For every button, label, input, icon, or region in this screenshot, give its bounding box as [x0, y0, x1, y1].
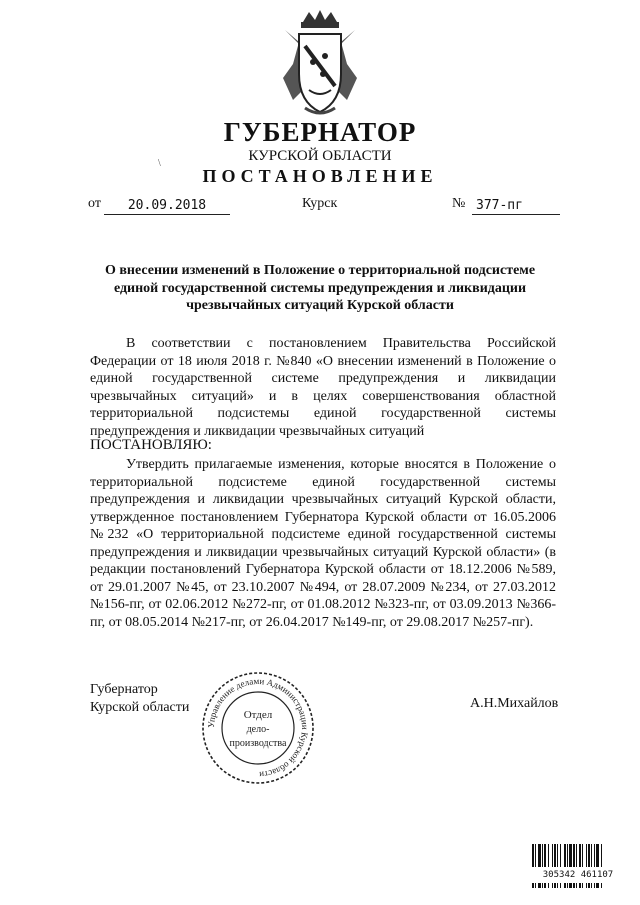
barcode-number: 305342 461107 [530, 867, 626, 883]
signatory-name: А.Н.Михайлов [470, 696, 559, 711]
body-paragraph-1: В соответствии с постановлением Правительства Российской Федерации от 18 июля 2018 г. №840 «О внесении изменений в Положение о единой государственной системе предупреждения и ликвидации чрезвычайных ситуаций» и в целях совершенствования областной территориальной подсистемы единой государственной системы предупреждения и ликвидации чрезвычайных ситуаций [90, 336, 556, 439]
date-value: 20.09.2018 [104, 198, 230, 215]
scan-mark: \ [158, 158, 161, 169]
date-label: от [88, 196, 101, 211]
official-stamp [200, 670, 316, 786]
org-subtitle: КУРСКОЙ ОБЛАСТИ [248, 148, 392, 164]
signatory-position [90, 681, 189, 717]
stamp-ring-text: Управление делами Администрации Курской области [205, 675, 311, 781]
coat-of-arms-emblem [279, 8, 361, 120]
stamp-line-2: дело- [246, 724, 270, 735]
org-title: ГУБЕРНАТОР [223, 117, 417, 147]
decree-word: ПОСТАНОВЛЯЮ: [90, 437, 212, 453]
stamp-line-1: Отдел [243, 709, 273, 721]
body-paragraph-2: Утвердить прилагаемые изменения, которые вносятся в Положение о территориальной подсистеме единой государственной системы предупреждения и ликвидации чрезвычайных ситуаций Курской области, утвержденное постановлением Губернатора Курской области от 16.05.2006 №232 «О территориальной подсистеме единой государственной системы предупреждения и ликвидации чрезвычайных ситуаций Курской области» (в редакции постановлений Губернатора Курской области от 18.12.2006 №589, от 29.01.2007 №45, от 23.10.2007 №494, от 28.07.2009 №234, от 27.03.2012 №156-пг, от 02.06.2012 №272-пг, от 01.08.2012 №323-пг, от 03.09.2013 №366-пг, от 08.05.2014 №217-пг, от 26.04.2017 №149-пг, от 29.08.2017 №257-пг). [90, 457, 556, 630]
signatory-position-line-1: Губернатор [90, 682, 158, 697]
number-label: № [452, 196, 466, 211]
stamp-line-3: производства [229, 738, 287, 749]
document-number: 377-пг [472, 198, 560, 215]
document-heading: О внесении изменений в Положение о территориальной подсистеме единой государственной системы предупреждения и ликвидации чрезвычайных ситуаций Курской области [104, 263, 536, 313]
city: Курск [302, 196, 338, 211]
signatory-position-line-2: Курской области [90, 700, 190, 715]
document-type: ПОСТАНОВЛЕНИЕ [202, 166, 438, 186]
